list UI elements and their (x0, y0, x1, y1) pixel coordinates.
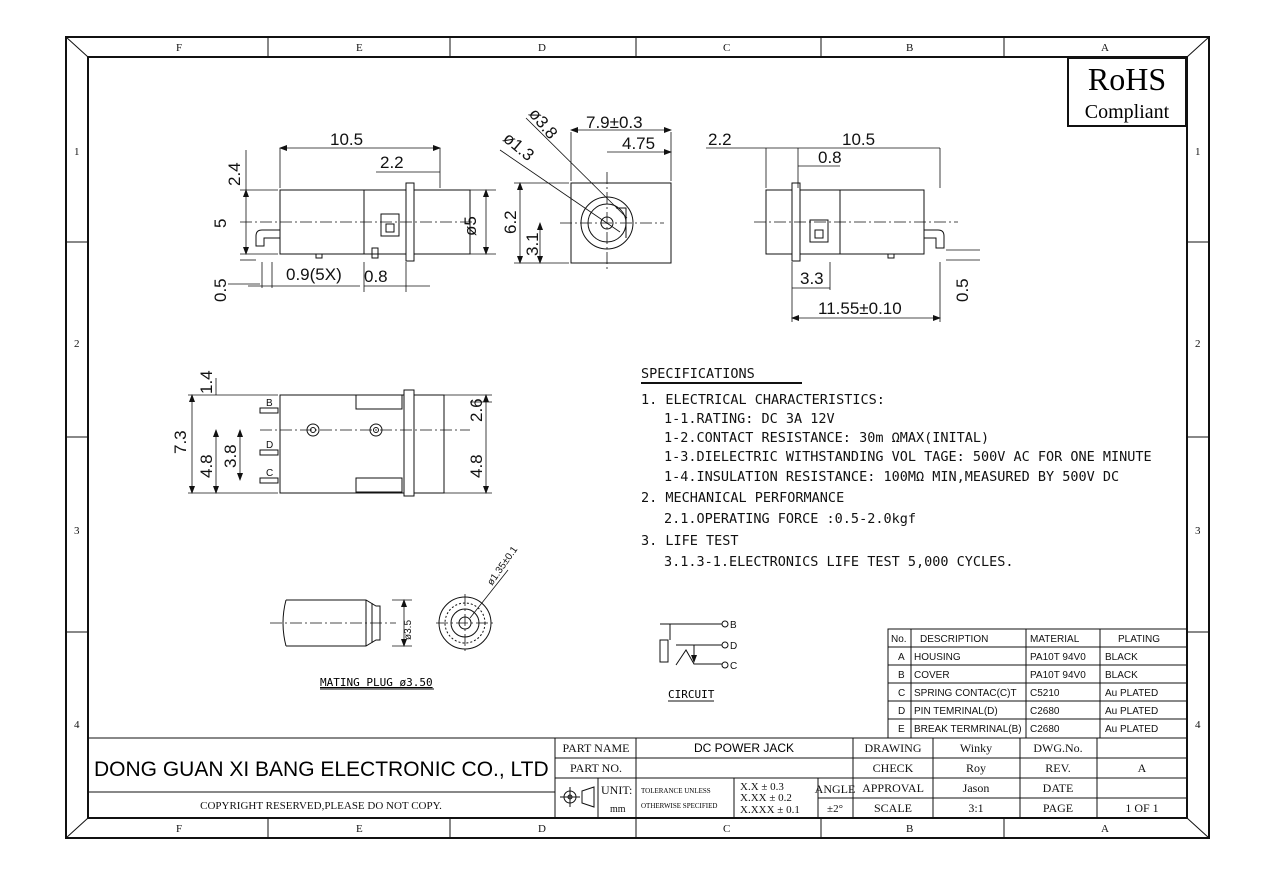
dim-end-d13: ø1.3 (499, 128, 538, 165)
bom-header-desc: DESCRIPTION (920, 634, 989, 645)
rev-label: REV. (1045, 761, 1071, 775)
angle-label: ANGLE (814, 782, 856, 796)
pin-label-d: D (266, 440, 274, 451)
zone-row-3-left: 3 (74, 525, 80, 537)
scale-label: SCALE (873, 801, 913, 815)
circuit-diagram (660, 620, 737, 701)
sheet-frame (66, 37, 1209, 838)
bom-row-b-no: B (898, 670, 905, 681)
bom-row-e-material: C2680 (1030, 724, 1060, 735)
zone-row-4-right: 4 (1195, 719, 1201, 731)
zone-col-b-top: B (906, 42, 914, 54)
bom-row-e-no: E (898, 724, 905, 735)
bom-row-a-desc: HOUSING (914, 652, 961, 663)
bom-row-d-desc: PIN TEMRINAL(D) (914, 706, 998, 717)
circuit-c: C (730, 661, 738, 672)
scale-value: 3:1 (968, 801, 984, 815)
approval-value: Jason (962, 781, 990, 795)
check-value: Roy (965, 761, 987, 775)
dim-bot-26: 2.6 (467, 398, 486, 422)
zone-col-e-bottom: E (356, 823, 363, 835)
zone-row-1-left: 1 (74, 146, 80, 158)
rear-view (706, 130, 980, 322)
front-view (211, 130, 496, 302)
dim-front-length: 10.5 (330, 130, 364, 149)
zone-row-1-right: 1 (1195, 146, 1201, 158)
circuit-d: D (730, 641, 738, 652)
rev-value: A (1137, 761, 1147, 775)
zone-row-3-right: 3 (1195, 525, 1201, 537)
dim-plug-d135: ø1.35±0.1 (485, 544, 521, 588)
zone-col-d-top: D (538, 42, 546, 54)
dim-bot-38: 3.8 (221, 444, 240, 468)
company-name: DONG GUAN XI BANG ELECTRONIC CO., LTD (94, 758, 549, 781)
dim-end-475: 4.75 (622, 134, 656, 153)
zone-col-c-bottom: C (723, 823, 731, 835)
rohs-title: RoHS (1087, 61, 1167, 97)
dim-end-79: 7.9±0.3 (586, 113, 643, 132)
dim-front-22: 2.2 (380, 153, 404, 172)
spec-line-2: 2. MECHANICAL PERFORMANCE (641, 490, 845, 506)
title-block (88, 738, 1187, 818)
dim-rear-33: 3.3 (800, 269, 824, 288)
dim-front-24: 2.4 (225, 162, 244, 186)
bom-row-e-desc: BREAK TERMRINAL(B) (914, 724, 1022, 735)
dim-front-09: 0.9(5X) (286, 265, 342, 284)
dim-rear-08: 0.8 (818, 148, 842, 167)
plug-label: MATING PLUG ø3.50 (320, 676, 433, 689)
bom-header-no: No. (891, 634, 907, 645)
tolerance-x: X.X ± 0.3 (740, 781, 784, 793)
spec-line-1-1: 1-1.RATING: DC 3A 12V (664, 411, 835, 427)
end-view (499, 104, 671, 272)
pin-label-c: C (266, 468, 274, 479)
dim-front-05: 0.5 (211, 278, 230, 302)
unit-value: mm (610, 804, 626, 815)
approval-label: APPROVAL (862, 781, 924, 795)
dim-bot-48: 4.8 (197, 454, 216, 478)
mating-plug (270, 544, 520, 689)
drawing-value: Winky (959, 741, 993, 755)
dim-rear-22: 2.2 (708, 130, 732, 149)
dim-end-62: 6.2 (501, 210, 520, 234)
unit-label: UNIT: (601, 783, 633, 797)
bom-row-c-material: C5210 (1030, 688, 1060, 699)
zone-col-d-bottom: D (538, 823, 546, 835)
tolerance-line-1: TOLERANCE UNLESS (641, 787, 711, 795)
zone-col-f-top: F (176, 42, 183, 54)
part-name-label: PART NAME (562, 741, 630, 755)
tolerance-xx: X.XX ± 0.2 (740, 792, 792, 804)
dim-front-5: 5 (211, 218, 230, 228)
bom-row-c-no: C (898, 688, 906, 699)
dim-rear-05: 0.5 (953, 278, 972, 302)
spec-title: SPECIFICATIONS (641, 366, 755, 382)
spec-line-1-4: 1-4.INSULATION RESISTANCE: 100MΩ MIN,MEASURED BY 500V DC (664, 469, 1120, 485)
zone-row-4-left: 4 (74, 719, 80, 731)
bom-row-d-material: C2680 (1030, 706, 1060, 717)
bom-row-c-desc: SPRING CONTAC(C)T (914, 688, 1017, 699)
dim-end-d38: ø3.8 (524, 104, 562, 143)
copyright: COPYRIGHT RESERVED,PLEASE DO NOT COPY. (200, 800, 442, 812)
part-name-value: DC POWER JACK (693, 741, 795, 755)
dim-rear-105: 10.5 (842, 130, 876, 149)
drawing-label: DRAWING (864, 741, 922, 755)
bom-header-plating: PLATING (1118, 634, 1161, 645)
zone-col-c-top: C (723, 42, 731, 54)
spec-line-3-1: 3.1.3-1.ELECTRONICS LIFE TEST 5,000 CYCLES. (664, 554, 1014, 570)
bom-row-a-material: PA10T 94V0 (1030, 652, 1086, 663)
dwg-no-label: DWG.No. (1033, 741, 1083, 755)
bom-row-c-plating: Au PLATED (1105, 688, 1159, 699)
projection-symbol-icon (560, 787, 594, 807)
check-label: CHECK (872, 761, 914, 775)
dim-end-31: 3.1 (523, 232, 542, 256)
specifications (641, 366, 1152, 570)
dim-bot-48r: 4.8 (467, 454, 486, 478)
spec-line-1-2: 1-2.CONTACT RESISTANCE: 30m ΩMAX(INITAL) (664, 430, 990, 446)
circuit-b: B (730, 620, 737, 631)
dim-front-dia5: ø5 (461, 216, 480, 236)
spec-line-1: 1. ELECTRICAL CHARACTERISTICS: (641, 392, 885, 408)
spec-line-3: 3. LIFE TEST (641, 533, 739, 549)
zone-col-a-top: A (1101, 42, 1109, 54)
bom-table (888, 629, 1187, 738)
dim-plug-d35: ø3.5 (403, 619, 414, 640)
rohs-badge (1068, 58, 1186, 126)
pin-label-b: B (266, 398, 273, 409)
zone-col-b-bottom: B (906, 823, 914, 835)
bom-row-a-plating: BLACK (1105, 652, 1138, 663)
rohs-subtitle: Compliant (1084, 101, 1170, 123)
bom-header-material: MATERIAL (1030, 634, 1080, 645)
date-label: DATE (1042, 781, 1074, 795)
dim-rear-1155: 11.55±0.10 (818, 299, 902, 318)
spec-line-2-1: 2.1.OPERATING FORCE :0.5-2.0kgf (664, 511, 916, 527)
bom-row-e-plating: Au PLATED (1105, 724, 1159, 735)
dim-front-08: 0.8 (364, 267, 388, 286)
page-label: PAGE (1042, 801, 1074, 815)
bom-row-b-desc: COVER (914, 670, 950, 681)
angle-value: ±2° (827, 803, 843, 815)
dim-bot-73: 7.3 (171, 430, 190, 454)
spec-line-1-3: 1-3.DIELECTRIC WITHSTANDING VOL TAGE: 500V AC FOR ONE MINUTE (664, 449, 1152, 465)
page-value: 1 OF 1 (1125, 801, 1159, 815)
bom-row-d-plating: Au PLATED (1105, 706, 1159, 717)
bottom-view (171, 370, 492, 496)
bom-row-b-plating: BLACK (1105, 670, 1138, 681)
circuit-label: CIRCUIT (668, 688, 715, 701)
zone-row-2-left: 2 (74, 338, 80, 350)
bom-row-a-no: A (898, 652, 905, 663)
tolerance-xxx: X.XXX ± 0.1 (740, 804, 800, 816)
zone-col-a-bottom: A (1101, 823, 1109, 835)
bom-row-d-no: D (898, 706, 906, 717)
dim-bot-14: 1.4 (197, 370, 216, 394)
bom-row-b-material: PA10T 94V0 (1030, 670, 1086, 681)
tolerance-line-2: OTHERWISE SPECIFIED (641, 802, 718, 810)
zone-col-f-bottom: F (176, 823, 183, 835)
zone-row-2-right: 2 (1195, 338, 1201, 350)
part-no-label: PART NO. (570, 761, 622, 775)
zone-col-e-top: E (356, 42, 363, 54)
